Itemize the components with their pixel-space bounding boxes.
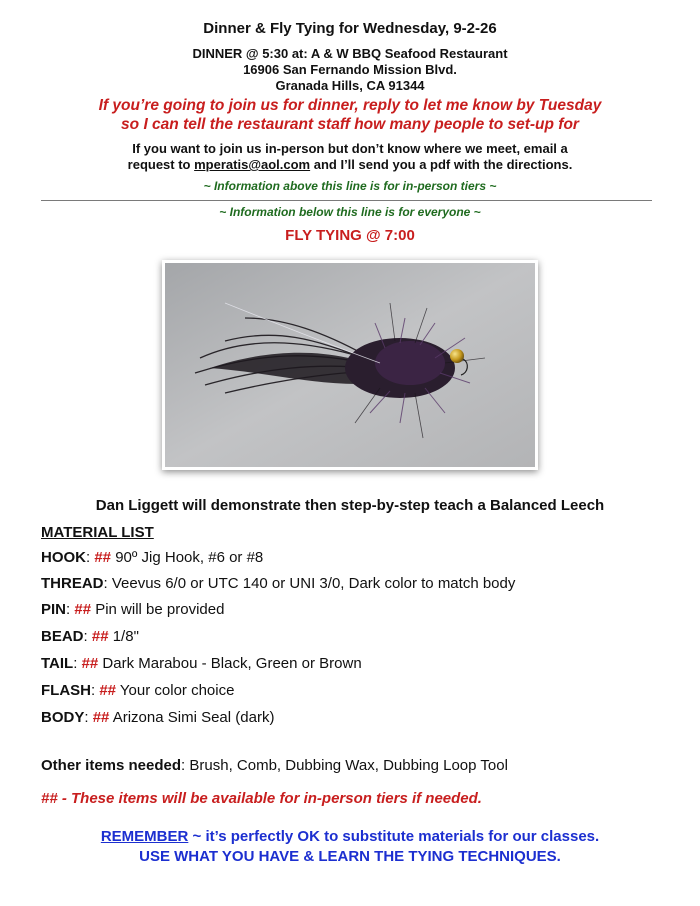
material-value: Arizona Simi Seal (dark) <box>109 709 275 726</box>
directions-prefix: request to <box>127 157 195 172</box>
material-item <box>41 575 515 592</box>
material-item <box>41 655 362 672</box>
availability-marker: ## <box>74 601 92 618</box>
material-label: HOOK <box>41 549 86 566</box>
availability-marker: ## <box>91 628 109 645</box>
divider-line <box>41 200 652 201</box>
material-value: Your color choice <box>116 682 235 699</box>
material-value: Pin will be provided <box>91 601 225 618</box>
demo-description: Dan Liggett will demonstrate then step-by-step teach a Balanced Leech <box>95 497 605 514</box>
material-label: THREAD <box>41 575 104 592</box>
material-value: 1/8" <box>108 628 139 645</box>
material-label: TAIL <box>41 655 74 672</box>
material-colon: : <box>73 655 82 672</box>
address-line-2: Granada Hills, CA 91344 <box>275 78 425 93</box>
other-items-value: : Brush, Comb, Dubbing Wax, Dubbing Loop Tool <box>181 757 508 774</box>
other-items <box>41 757 508 774</box>
reminder-line-1 <box>0 828 700 845</box>
availability-marker: ## <box>94 549 112 566</box>
page-title: Dinner & Fly Tying for Wednesday, 9-2-26 <box>203 20 497 37</box>
availability-note: ## - These items will be available for in-person tiers if needed. <box>41 790 482 807</box>
directions-line-1: If you want to join us in-person but don’t know where we meet, email a <box>132 141 568 156</box>
material-label: FLASH <box>41 682 91 699</box>
material-colon: : <box>86 549 95 566</box>
remember-link[interactable]: REMEMBER <box>100 828 189 845</box>
availability-marker: ## <box>92 709 110 726</box>
other-items-label: Other items needed <box>41 757 182 774</box>
material-value: Veevus 6/0 or UTC 140 or UNI 3/0, Dark color to match body <box>111 575 516 592</box>
material-label: PIN <box>41 601 67 618</box>
fly-image <box>165 263 535 467</box>
reminder-line-2: USE WHAT YOU HAVE & LEARN THE TYING TECHNIQUES. <box>139 848 561 865</box>
divider-below-note: ~ Information below this line is for everyone ~ <box>219 205 481 219</box>
material-colon: : <box>66 601 75 618</box>
material-colon: : <box>83 628 92 645</box>
directions-line-2 <box>0 157 700 172</box>
reminder-text: ~ it’s perfectly OK to substitute materials for our classes. <box>188 828 600 845</box>
email-link[interactable]: mperatis@aol.com <box>194 157 311 172</box>
material-list-heading: MATERIAL LIST <box>41 524 154 541</box>
material-value: Dark Marabou - Black, Green or Brown <box>98 655 362 672</box>
rsvp-line-1: If you’re going to join us for dinner, reply to let me know by Tuesday <box>98 97 602 114</box>
rsvp-line-2: so I can tell the restaurant staff how many people to set-up for <box>121 116 579 133</box>
availability-marker: ## <box>99 682 117 699</box>
balanced-leech-photo <box>162 260 538 470</box>
material-colon: : <box>84 709 93 726</box>
material-item <box>41 682 234 699</box>
material-label: BODY <box>41 709 85 726</box>
material-label: BEAD <box>41 628 84 645</box>
divider-above-note: ~ Information above this line is for in-person tiers ~ <box>203 179 497 193</box>
material-item <box>41 549 263 566</box>
material-value: 90º Jig Hook, #6 or #8 <box>111 549 264 566</box>
directions-suffix: and I’ll send you a pdf with the directions. <box>310 157 573 172</box>
material-item <box>41 709 274 726</box>
material-colon: : <box>103 575 112 592</box>
material-item <box>41 628 139 645</box>
dinner-location: DINNER @ 5:30 at: A & W BBQ Seafood Restaurant <box>192 46 508 61</box>
material-item <box>41 601 224 618</box>
material-colon: : <box>91 682 100 699</box>
address-line-1: 16906 San Fernando Mission Blvd. <box>243 62 457 77</box>
fly-tying-time: FLY TYING @ 7:00 <box>285 227 415 244</box>
availability-marker: ## <box>81 655 99 672</box>
